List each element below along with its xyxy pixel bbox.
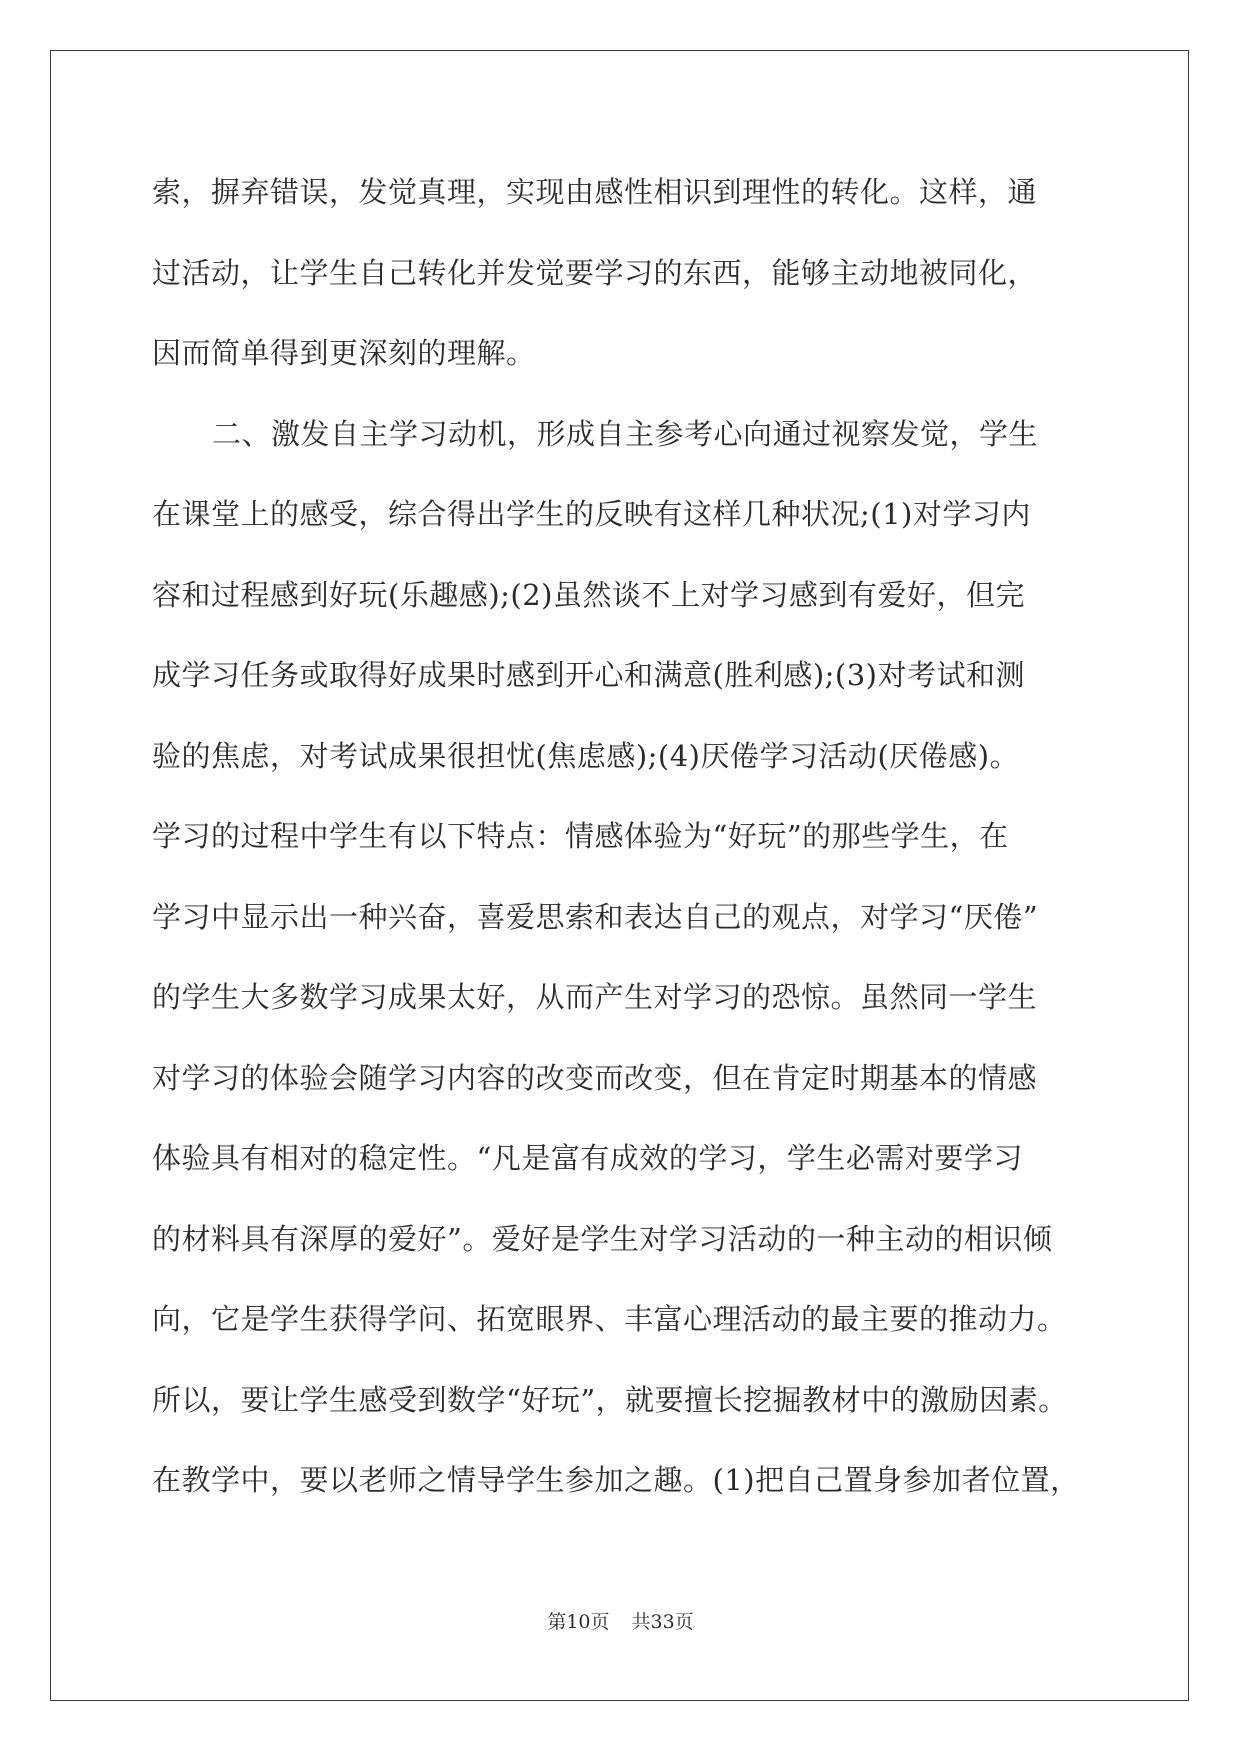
text-line: 容和过程感到好玩(乐趣感);(2)虽然谈不上对学习感到有爱好，但完 bbox=[152, 577, 1025, 612]
text-line: 学习的过程中学生有以下特点：情感体验为“好玩”的那些学生，在 bbox=[152, 819, 1009, 853]
body-text bbox=[152, 162, 1092, 1531]
text-line: 体验具有相对的稳定性。“凡是富有成效的学习，学生必需对要学习 bbox=[152, 1141, 1023, 1175]
text-line: 的材料具有深厚的爱好”。爱好是学生对学习活动的一种主动的相识倾 bbox=[152, 1221, 1053, 1256]
text-line: 因而简单得到更深刻的理解。 bbox=[152, 336, 536, 370]
page-footer bbox=[0, 1610, 1241, 1634]
text-line: 所以，要让学生感受到数学“好玩”，就要擅长挖掘教材中的激励因素。 bbox=[152, 1382, 1068, 1417]
text-line: 过活动，让学生自己转化并发觉要学习的东西，能够主动地被同化， bbox=[152, 255, 1038, 290]
text-line: 验的焦虑，对考试成果很担忧(焦虑感);(4)厌倦学习活动(厌倦感)。 bbox=[152, 738, 1020, 773]
page-total: 共33页 bbox=[631, 1611, 694, 1633]
text-line: 向，它是学生获得学问、拓宽眼界、丰富心理活动的最主要的推动力。 bbox=[152, 1302, 1067, 1336]
text-line: 成学习任务或取得好成果时感到开心和满意(胜利感);(3)对考试和测 bbox=[152, 658, 1025, 692]
text-line: 的学生大多数学习成果太好，从而产生对学习的恐惊。虽然同一学生 bbox=[152, 980, 1038, 1014]
text-line: 在教学中，要以老师之情导学生参加之趣。(1)把自己置身参加者位置， bbox=[152, 1463, 1080, 1497]
text-line: 在课堂上的感受，综合得出学生的反映有这样几种状况;(1)对学习内 bbox=[152, 497, 1031, 531]
text-line: 二、激发自主学习动机，形成自主参考心向通过视察发觉，学生 bbox=[212, 416, 1039, 451]
text-line: 学习中显示出一种兴奋，喜爱思索和表达自己的观点，对学习“厌倦” bbox=[152, 899, 1039, 934]
text-line: 索，摒弃错误，发觉真理，实现由感性相识到理性的转化。这样，通 bbox=[152, 175, 1038, 209]
text-line: 对学习的体验会随学习内容的改变而改变，但在肯定时期基本的情感 bbox=[152, 1060, 1038, 1095]
page-number: 第10页 bbox=[547, 1611, 610, 1633]
